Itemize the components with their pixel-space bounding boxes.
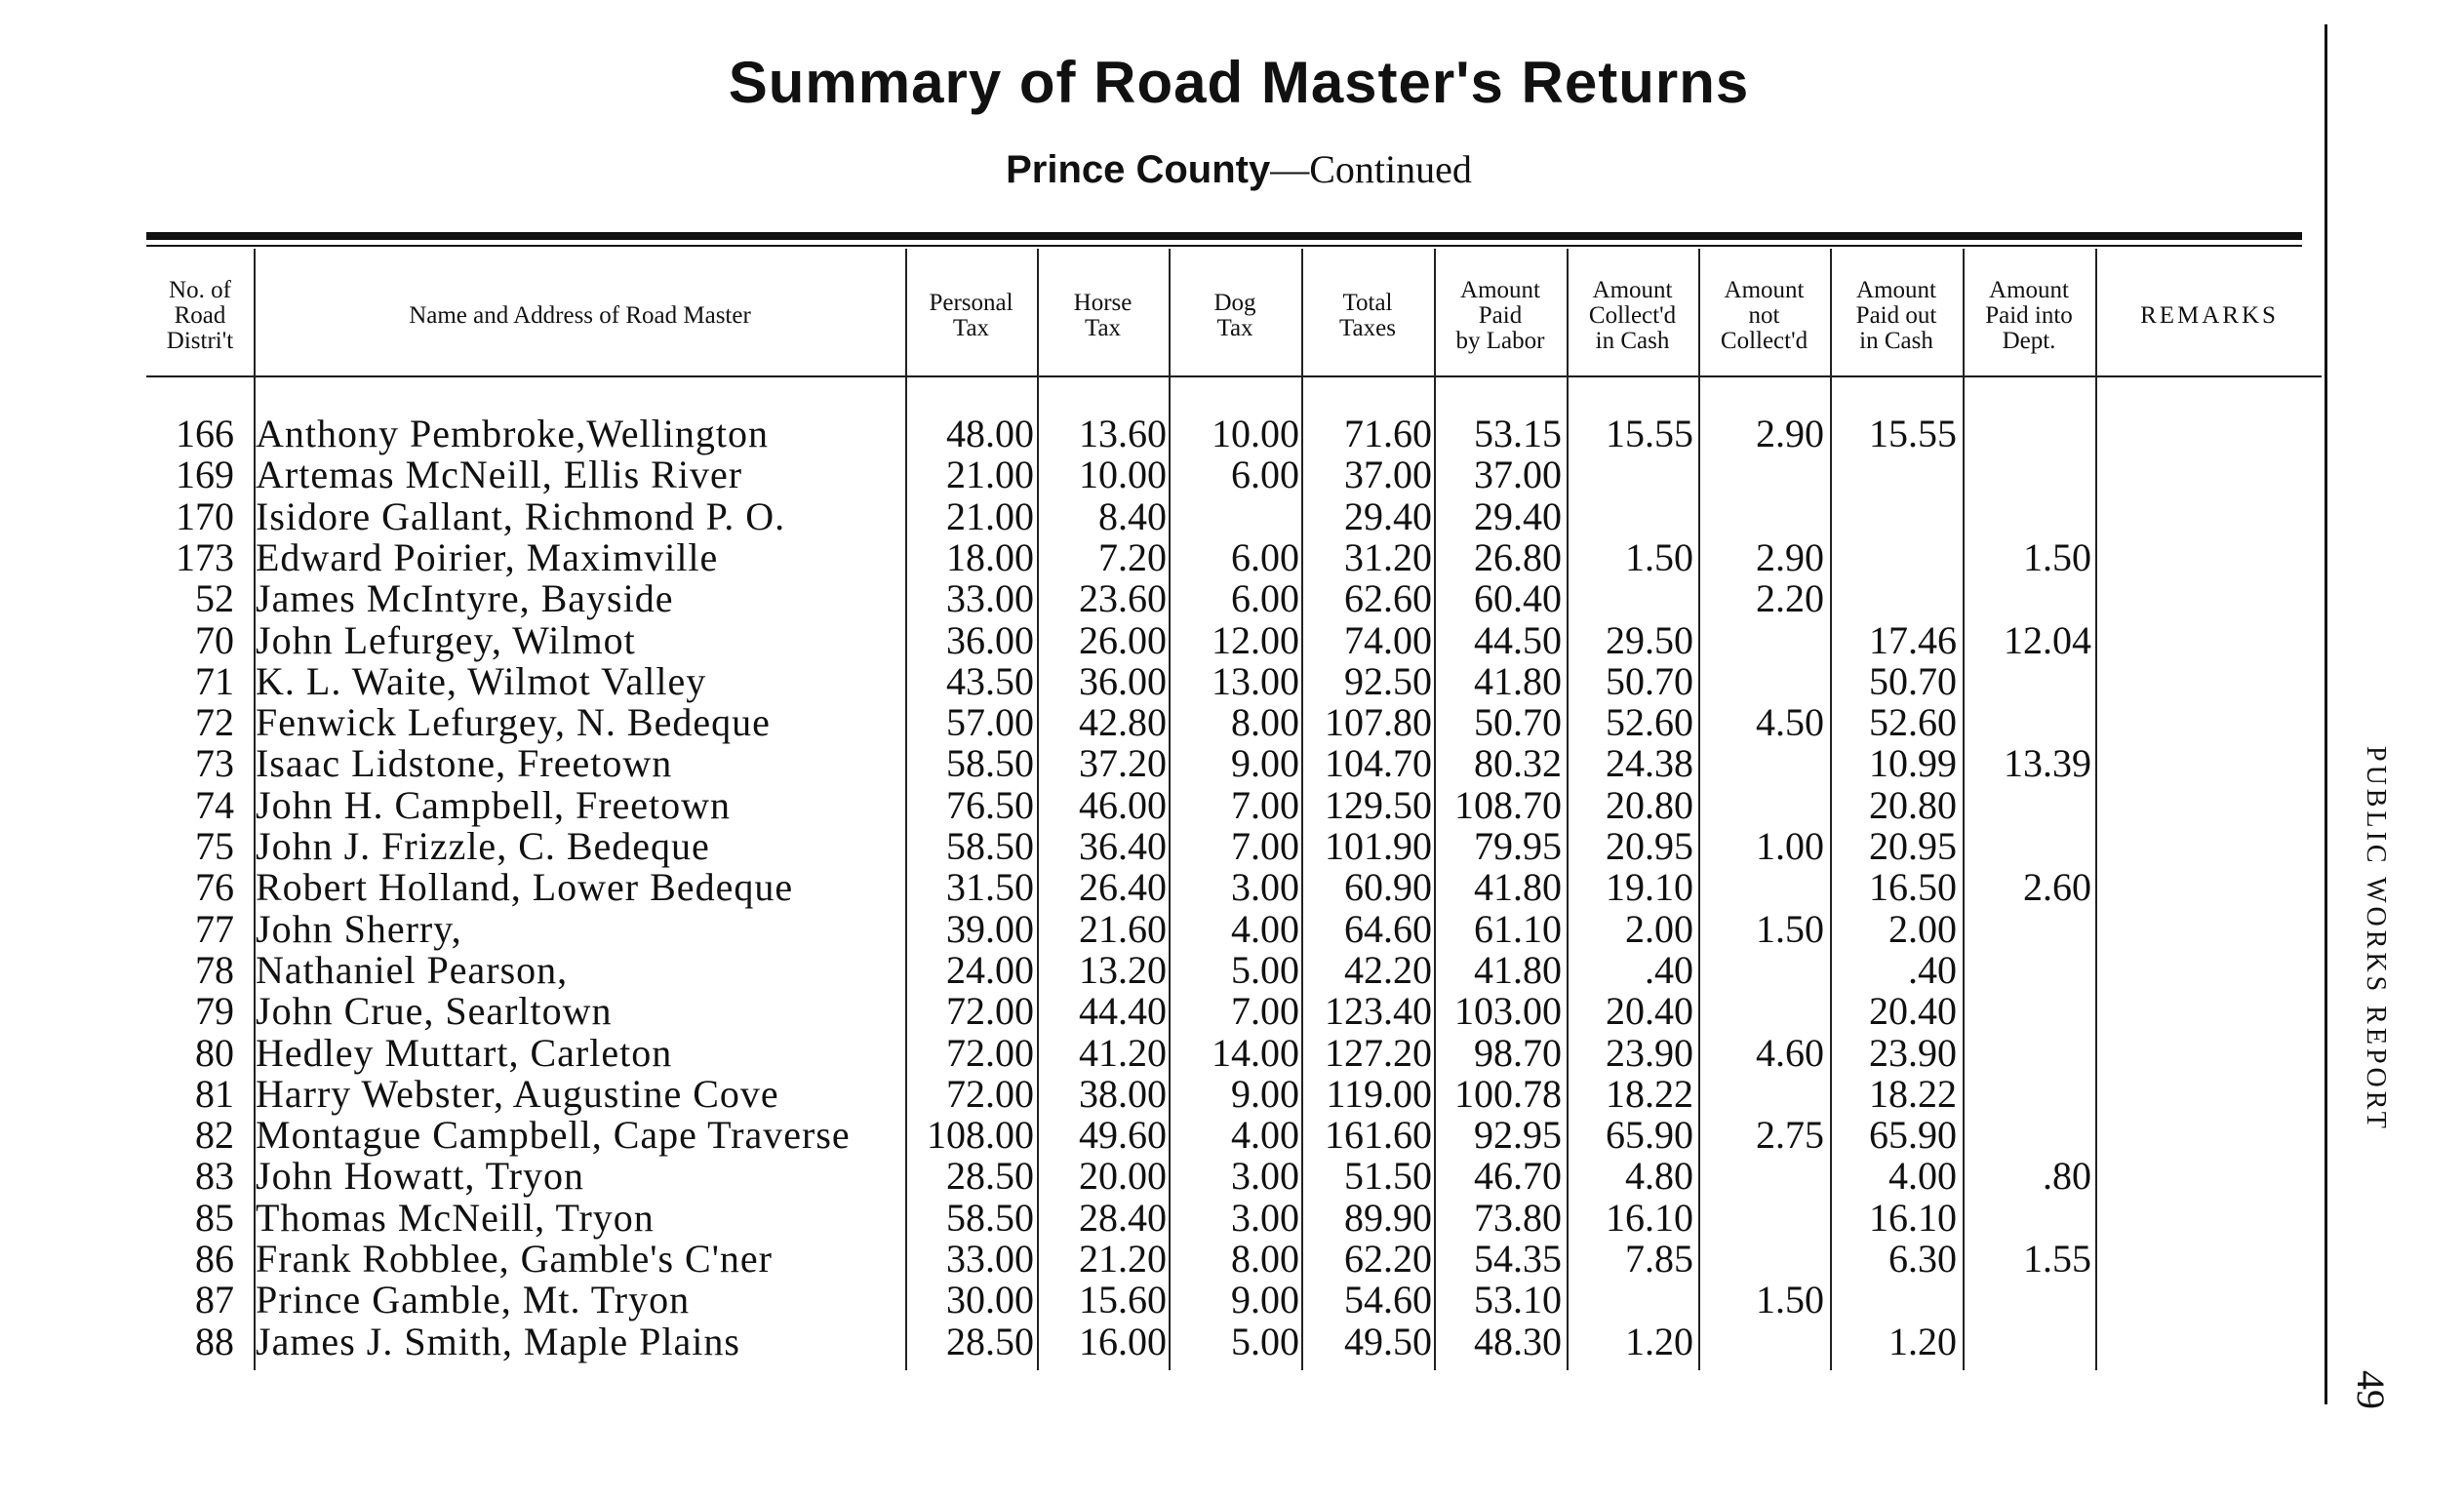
road-master-name: Isaac Lidstone, Freetown <box>256 741 673 786</box>
cell-labor: 60.40 <box>1474 576 1562 621</box>
cell-district: 88 <box>195 1319 234 1363</box>
cell-personal: 76.50 <box>946 782 1034 827</box>
cell-dog: 12.00 <box>1212 617 1299 662</box>
cell-horse: 41.20 <box>1079 1030 1167 1075</box>
cell-labor: 44.50 <box>1474 617 1562 662</box>
cell-paid-dept <box>1963 454 2091 495</box>
cell-dog: 6.00 <box>1231 534 1299 579</box>
cell-total: 54.60 <box>1344 1278 1432 1322</box>
cell-horse: 8.40 <box>1098 493 1167 538</box>
cell-labor: 73.80 <box>1474 1195 1562 1240</box>
cell-total: 123.40 <box>1325 989 1432 1034</box>
cell-personal: 28.50 <box>946 1154 1034 1199</box>
cell-not-collected <box>1697 1198 1824 1239</box>
cell-horse: 7.20 <box>1098 534 1167 579</box>
cell-horse: 37.20 <box>1079 741 1167 786</box>
header-remarks: REMARKS <box>2140 301 2279 329</box>
column-header-rule <box>146 375 2322 377</box>
cell-horse: 15.60 <box>1079 1278 1167 1322</box>
header-rule-thick <box>146 232 2302 240</box>
cell-horse: 21.60 <box>1079 906 1167 951</box>
column-divider <box>2095 249 2097 1370</box>
cell-labor: 53.10 <box>1474 1278 1562 1322</box>
cell-not-collected <box>1697 1156 1824 1197</box>
running-head: PUBLIC WORKS REPORT <box>2361 746 2391 1132</box>
cell-not-collected: 1.50 <box>1756 1278 1824 1322</box>
cell-labor: 92.95 <box>1474 1113 1562 1158</box>
cell-collected: 4.80 <box>1625 1154 1693 1199</box>
cell-collected: 29.50 <box>1606 617 1693 662</box>
cell-paid-dept: 1.50 <box>2023 534 2091 579</box>
cell-paid-out <box>1830 537 1957 578</box>
cell-paid-out: 20.95 <box>1869 824 1957 868</box>
cell-dog <box>1170 496 1299 537</box>
cell-horse: 26.40 <box>1079 865 1167 910</box>
road-master-name: John Sherry, <box>256 906 462 951</box>
cell-district: 85 <box>195 1195 234 1240</box>
cell-not-collected <box>1697 867 1824 908</box>
cell-total: 62.60 <box>1344 576 1432 621</box>
cell-collected: 23.90 <box>1606 1030 1693 1075</box>
cell-personal: 18.00 <box>946 534 1034 579</box>
cell-paid-out: 18.22 <box>1869 1071 1957 1116</box>
cell-not-collected <box>1697 496 1824 537</box>
header-paid-dept: Amount Paid into Dept. <box>1985 276 2073 355</box>
cell-paid-out: 65.90 <box>1869 1113 1957 1158</box>
cell-paid-dept <box>1963 702 2091 743</box>
cell-paid-out: 4.00 <box>1888 1154 1957 1199</box>
cell-district: 169 <box>176 453 234 497</box>
cell-district: 70 <box>195 617 234 662</box>
cell-dog: 7.00 <box>1231 989 1299 1034</box>
header-rule-thin <box>146 245 2302 247</box>
cell-district: 76 <box>195 865 234 910</box>
cell-not-collected: 1.00 <box>1756 824 1824 868</box>
cell-district: 78 <box>195 947 234 992</box>
cell-labor: 100.78 <box>1454 1071 1562 1116</box>
cell-collected <box>1567 1280 1693 1321</box>
cell-labor: 50.70 <box>1474 700 1562 745</box>
cell-total: 64.60 <box>1344 906 1432 951</box>
cell-labor: 26.80 <box>1474 534 1562 579</box>
cell-collected: .40 <box>1645 947 1693 992</box>
cell-labor: 37.00 <box>1474 453 1562 497</box>
cell-collected <box>1567 496 1693 537</box>
cell-collected: 52.60 <box>1606 700 1693 745</box>
cell-total: 89.90 <box>1344 1195 1432 1240</box>
cell-not-collected <box>1697 950 1824 991</box>
cell-horse: 23.60 <box>1079 576 1167 621</box>
header-labor: Amount Paid by Labor <box>1455 276 1545 355</box>
cell-paid-dept <box>1963 1321 2091 1362</box>
cell-paid-dept <box>1963 496 2091 537</box>
cell-labor: 98.70 <box>1474 1030 1562 1075</box>
cell-collected: 20.40 <box>1606 989 1693 1034</box>
cell-personal: 33.00 <box>946 1237 1034 1281</box>
cell-total: 42.20 <box>1344 947 1432 992</box>
cell-labor: 53.15 <box>1474 412 1562 455</box>
cell-collected: 50.70 <box>1606 658 1693 703</box>
cell-personal: 30.00 <box>946 1278 1034 1322</box>
cell-labor: 41.80 <box>1474 865 1562 910</box>
cell-district: 79 <box>195 989 234 1034</box>
road-master-name: John Crue, Searltown <box>256 989 613 1034</box>
cell-labor: 79.95 <box>1474 824 1562 868</box>
cell-paid-out: 20.80 <box>1869 782 1957 827</box>
cell-not-collected: 2.75 <box>1756 1113 1824 1158</box>
cell-dog: 9.00 <box>1231 1278 1299 1322</box>
header-dog: Dog Tax <box>1213 289 1256 341</box>
cell-total: 49.50 <box>1344 1319 1432 1363</box>
cell-personal: 21.00 <box>946 493 1034 538</box>
cell-district: 83 <box>195 1154 234 1199</box>
cell-personal: 58.50 <box>946 1195 1034 1240</box>
cell-horse: 13.60 <box>1079 412 1167 455</box>
cell-total: 62.20 <box>1344 1237 1432 1281</box>
cell-paid-out: 16.10 <box>1869 1195 1957 1240</box>
cell-paid-out: 23.90 <box>1869 1030 1957 1075</box>
cell-total: 101.90 <box>1325 824 1432 868</box>
cell-paid-out: 10.99 <box>1869 741 1957 786</box>
cell-collected: 1.50 <box>1625 534 1693 579</box>
cell-not-collected: 1.50 <box>1756 906 1824 951</box>
cell-total: 92.50 <box>1344 658 1432 703</box>
header-name: Name and Address of Road Master <box>409 301 751 329</box>
cell-dog: 8.00 <box>1231 1237 1299 1281</box>
cell-district: 75 <box>195 824 234 868</box>
road-master-name: John Howatt, Tryon <box>256 1154 584 1199</box>
page-number: 49 <box>2349 1370 2393 1409</box>
cell-not-collected <box>1697 661 1824 702</box>
cell-district: 170 <box>176 493 234 538</box>
cell-personal: 31.50 <box>946 865 1034 910</box>
page-title: Summary of Road Master's Returns <box>728 50 1750 115</box>
cell-district: 86 <box>195 1237 234 1281</box>
road-master-name: Fenwick Lefurgey, N. Bedeque <box>256 700 771 745</box>
cell-total: 37.00 <box>1344 453 1432 497</box>
cell-district: 82 <box>195 1113 234 1158</box>
cell-labor: 80.32 <box>1474 741 1562 786</box>
cell-collected: 20.80 <box>1606 782 1693 827</box>
cell-district: 73 <box>195 741 234 786</box>
cell-total: 29.40 <box>1344 493 1432 538</box>
cell-dog: 8.00 <box>1231 700 1299 745</box>
cell-personal: 48.00 <box>946 412 1034 455</box>
header-collected: Amount Collect'd in Cash <box>1588 276 1677 355</box>
cell-district: 52 <box>195 576 234 621</box>
cell-paid-dept <box>1963 909 2091 950</box>
cell-horse: 26.00 <box>1079 617 1167 662</box>
cell-horse: 46.00 <box>1079 782 1167 827</box>
cell-not-collected: 2.90 <box>1756 412 1824 455</box>
cell-total: 51.50 <box>1344 1154 1432 1199</box>
cell-personal: 108.00 <box>927 1113 1034 1158</box>
cell-personal: 72.00 <box>946 989 1034 1034</box>
road-master-name: James McIntyre, Bayside <box>256 576 674 621</box>
cell-dog: 10.00 <box>1212 412 1299 455</box>
road-master-name: Nathaniel Pearson, <box>256 947 569 992</box>
cell-not-collected: 4.50 <box>1756 700 1824 745</box>
cell-paid-out <box>1830 1280 1957 1321</box>
cell-paid-out: 20.40 <box>1869 989 1957 1034</box>
cell-dog: 5.00 <box>1231 947 1299 992</box>
cell-not-collected <box>1697 1074 1824 1115</box>
cell-paid-dept: 13.39 <box>2004 741 2091 786</box>
cell-paid-dept <box>1963 414 2091 454</box>
cell-paid-dept <box>1963 1198 2091 1239</box>
cell-dog: 13.00 <box>1212 658 1299 703</box>
road-master-name: Thomas McNeill, Tryon <box>256 1195 655 1240</box>
cell-collected: 15.55 <box>1606 412 1693 455</box>
cell-paid-out: 52.60 <box>1869 700 1957 745</box>
cell-not-collected <box>1697 991 1824 1032</box>
cell-district: 166 <box>176 412 234 455</box>
cell-horse: 10.00 <box>1079 453 1167 497</box>
cell-labor: 108.70 <box>1454 782 1562 827</box>
cell-district: 81 <box>195 1071 234 1116</box>
cell-paid-dept <box>1963 1033 2091 1074</box>
cell-total: 119.00 <box>1326 1071 1432 1116</box>
cell-paid-out <box>1830 496 1957 537</box>
cell-paid-dept: 2.60 <box>2023 865 2091 910</box>
cell-dog: 5.00 <box>1231 1319 1299 1363</box>
cell-district: 77 <box>195 906 234 951</box>
page-edge-line <box>2325 24 2327 1404</box>
header-not-collected: Amount not Collect'd <box>1720 276 1808 355</box>
cell-labor: 29.40 <box>1474 493 1562 538</box>
road-master-name: K. L. Waite, Wilmot Valley <box>256 658 707 703</box>
cell-personal: 57.00 <box>946 700 1034 745</box>
cell-collected: 20.95 <box>1606 824 1693 868</box>
road-master-name: John J. Frizzle, C. Bedeque <box>256 824 710 868</box>
cell-total: 107.80 <box>1325 700 1432 745</box>
cell-labor: 61.10 <box>1474 906 1562 951</box>
cell-personal: 36.00 <box>946 617 1034 662</box>
cell-dog: 6.00 <box>1231 453 1299 497</box>
cell-horse: 21.20 <box>1079 1237 1167 1281</box>
cell-paid-dept: .80 <box>2043 1154 2091 1199</box>
road-master-name: Frank Robblee, Gamble's C'ner <box>256 1237 773 1281</box>
cell-horse: 49.60 <box>1079 1113 1167 1158</box>
cell-not-collected <box>1697 454 1824 495</box>
cell-paid-dept <box>1963 991 2091 1032</box>
subtitle-continued: —Continued <box>1270 147 1472 191</box>
cell-total: 129.50 <box>1325 782 1432 827</box>
cell-collected: 65.90 <box>1606 1113 1693 1158</box>
cell-horse: 44.40 <box>1079 989 1167 1034</box>
cell-total: 74.00 <box>1344 617 1432 662</box>
road-master-name: Hedley Muttart, Carleton <box>256 1030 673 1075</box>
cell-horse: 36.00 <box>1079 658 1167 703</box>
cell-dog: 7.00 <box>1231 824 1299 868</box>
cell-collected: 7.85 <box>1625 1237 1693 1281</box>
road-master-name: Artemas McNeill, Ellis River <box>256 453 743 497</box>
cell-collected: 1.20 <box>1625 1319 1693 1363</box>
cell-paid-dept <box>1963 1115 2091 1156</box>
subtitle-county: Prince County <box>1006 148 1271 191</box>
cell-paid-dept <box>1963 1280 2091 1321</box>
cell-dog: 9.00 <box>1231 741 1299 786</box>
cell-total: 31.20 <box>1344 534 1432 579</box>
road-master-name: Montague Campbell, Cape Traverse <box>256 1113 851 1158</box>
cell-paid-dept <box>1963 950 2091 991</box>
road-master-name: James J. Smith, Maple Plains <box>256 1319 740 1363</box>
cell-not-collected <box>1697 785 1824 826</box>
cell-not-collected <box>1697 620 1824 661</box>
cell-not-collected: 4.60 <box>1756 1030 1824 1075</box>
cell-horse: 20.00 <box>1079 1154 1167 1199</box>
cell-paid-dept <box>1963 1074 2091 1115</box>
cell-total: 104.70 <box>1325 741 1432 786</box>
cell-dog: 3.00 <box>1231 1195 1299 1240</box>
cell-paid-out: 15.55 <box>1869 412 1957 455</box>
cell-paid-out <box>1830 578 1957 619</box>
cell-total: 71.60 <box>1344 412 1432 455</box>
cell-personal: 33.00 <box>946 576 1034 621</box>
cell-labor: 41.80 <box>1474 658 1562 703</box>
cell-paid-out: 17.46 <box>1869 617 1957 662</box>
header-personal: Personal Tax <box>929 289 1013 341</box>
cell-dog: 4.00 <box>1231 1113 1299 1158</box>
cell-not-collected <box>1697 743 1824 784</box>
cell-horse: 38.00 <box>1079 1071 1167 1116</box>
cell-horse: 28.40 <box>1079 1195 1167 1240</box>
road-master-name: John Lefurgey, Wilmot <box>256 617 636 662</box>
road-master-name: Anthony Pembroke,Wellington <box>256 412 769 455</box>
cell-dog: 14.00 <box>1212 1030 1299 1075</box>
road-master-name: Edward Poirier, Maximville <box>256 534 719 579</box>
page-subtitle <box>683 146 1795 192</box>
cell-horse: 36.40 <box>1079 824 1167 868</box>
cell-collected: 19.10 <box>1606 865 1693 910</box>
header-total: Total Taxes <box>1339 289 1396 341</box>
cell-paid-dept <box>1963 826 2091 867</box>
cell-paid-out: 16.50 <box>1869 865 1957 910</box>
cell-paid-dept <box>1963 785 2091 826</box>
cell-district: 173 <box>176 534 234 579</box>
cell-labor: 48.30 <box>1474 1319 1562 1363</box>
cell-paid-out <box>1830 454 1957 495</box>
cell-collected: 16.10 <box>1606 1195 1693 1240</box>
cell-district: 87 <box>195 1278 234 1322</box>
cell-collected <box>1567 454 1693 495</box>
cell-personal: 72.00 <box>946 1030 1034 1075</box>
cell-collected <box>1567 578 1693 619</box>
cell-personal: 24.00 <box>946 947 1034 992</box>
cell-personal: 58.50 <box>946 824 1034 868</box>
cell-district: 71 <box>195 658 234 703</box>
cell-not-collected: 2.20 <box>1756 576 1824 621</box>
header-paid-out: Amount Paid out in Cash <box>1855 276 1937 355</box>
cell-personal: 43.50 <box>946 658 1034 703</box>
header-horse: Horse Tax <box>1073 289 1133 341</box>
road-master-name: John H. Campbell, Freetown <box>256 782 732 827</box>
cell-personal: 58.50 <box>946 741 1034 786</box>
cell-not-collected <box>1697 1321 1824 1362</box>
cell-not-collected <box>1697 1239 1824 1280</box>
road-master-name: Harry Webster, Augustine Cove <box>256 1071 779 1116</box>
cell-collected: 2.00 <box>1625 906 1693 951</box>
road-master-name: Prince Gamble, Mt. Tryon <box>256 1278 691 1322</box>
header-district: No. of Road Distri't <box>166 276 234 355</box>
cell-dog: 7.00 <box>1231 782 1299 827</box>
cell-labor: 103.00 <box>1454 989 1562 1034</box>
cell-total: 60.90 <box>1344 865 1432 910</box>
cell-personal: 28.50 <box>946 1319 1034 1363</box>
cell-personal: 39.00 <box>946 906 1034 951</box>
cell-district: 72 <box>195 700 234 745</box>
cell-labor: 41.80 <box>1474 947 1562 992</box>
cell-district: 74 <box>195 782 234 827</box>
cell-personal: 21.00 <box>946 453 1034 497</box>
cell-paid-out: .40 <box>1908 947 1957 992</box>
cell-paid-dept <box>1963 578 2091 619</box>
cell-paid-dept: 1.55 <box>2023 1237 2091 1281</box>
cell-dog: 9.00 <box>1231 1071 1299 1116</box>
cell-horse: 42.80 <box>1079 700 1167 745</box>
cell-labor: 54.35 <box>1474 1237 1562 1281</box>
cell-dog: 6.00 <box>1231 576 1299 621</box>
road-master-name: Isidore Gallant, Richmond P. O. <box>256 493 786 538</box>
cell-collected: 24.38 <box>1606 741 1693 786</box>
cell-dog: 4.00 <box>1231 906 1299 951</box>
cell-paid-out: 1.20 <box>1888 1319 1957 1363</box>
cell-paid-dept: 12.04 <box>2004 617 2091 662</box>
cell-dog: 3.00 <box>1231 865 1299 910</box>
cell-paid-out: 2.00 <box>1888 906 1957 951</box>
cell-personal: 72.00 <box>946 1071 1034 1116</box>
cell-dog: 3.00 <box>1231 1154 1299 1199</box>
cell-total: 127.20 <box>1325 1030 1432 1075</box>
road-master-name: Robert Holland, Lower Bedeque <box>256 865 794 910</box>
cell-horse: 16.00 <box>1079 1319 1167 1363</box>
cell-labor: 46.70 <box>1474 1154 1562 1199</box>
cell-total: 161.60 <box>1325 1113 1432 1158</box>
cell-collected: 18.22 <box>1606 1071 1693 1116</box>
cell-paid-dept <box>1963 661 2091 702</box>
cell-paid-out: 50.70 <box>1869 658 1957 703</box>
cell-paid-out: 6.30 <box>1888 1237 1957 1281</box>
cell-not-collected: 2.90 <box>1756 534 1824 579</box>
cell-horse: 13.20 <box>1079 947 1167 992</box>
cell-district: 80 <box>195 1030 234 1075</box>
